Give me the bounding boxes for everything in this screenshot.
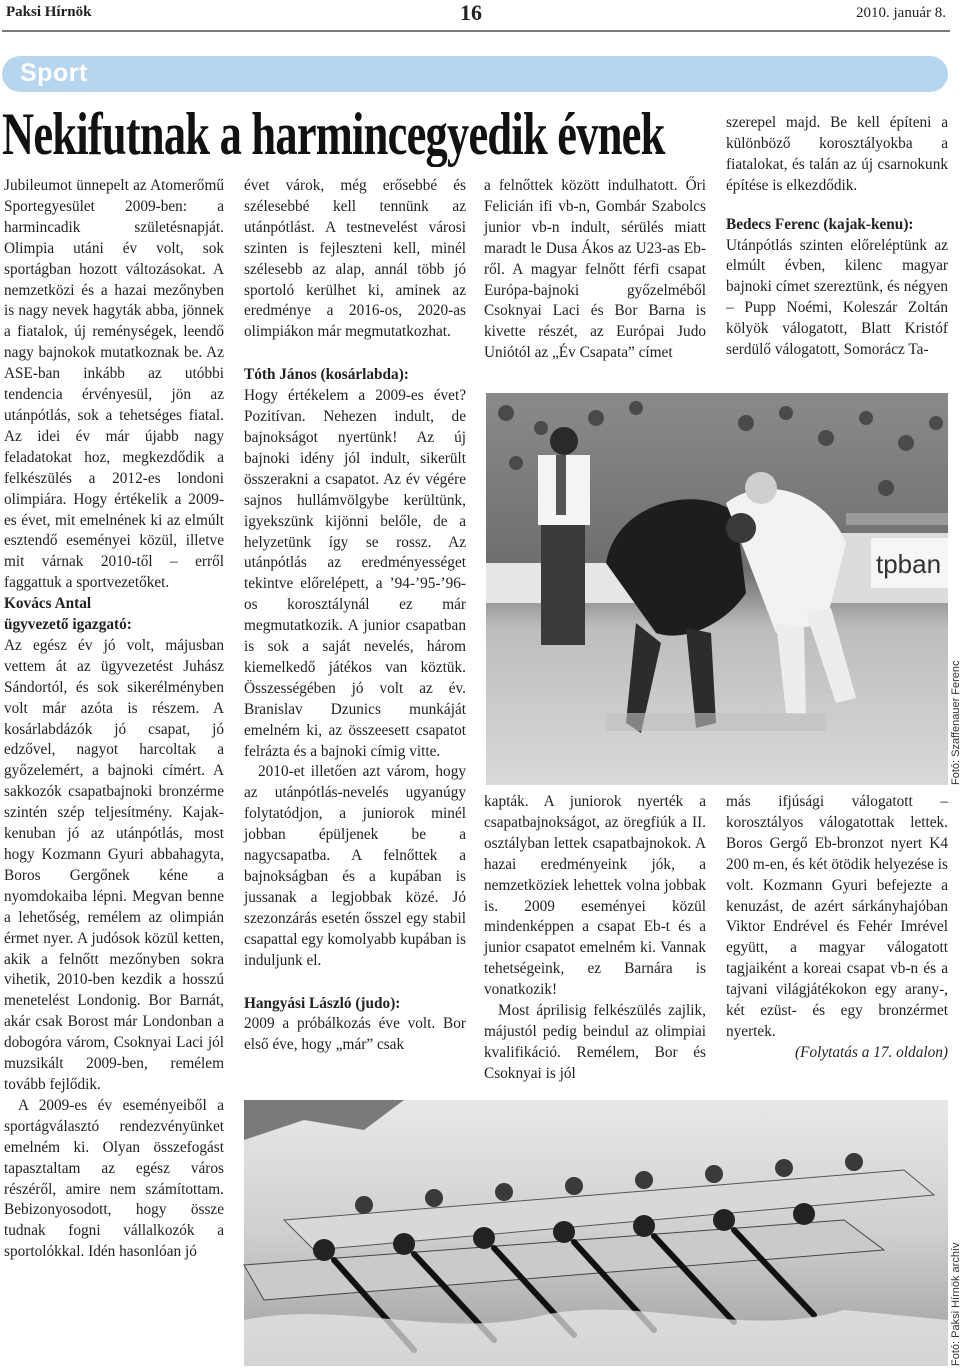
toth-paragraph-2: 2010-et illetően azt várom, hogy az utánpótlás-nevelés ugyanúgy folytatódjon, a juniorok minél jobban épüljenek be a nagycsapatba. A felnőttek a bajnokságban és a kupában is jussanak a legjobbak közé. Jó szezonzárás esetén ősszel egy stabil csapattal egy komolyabb kupában is induljunk el. <box>244 763 466 969</box>
article-headline: Nekifutnak a harmincegyedik évnek <box>2 101 665 167</box>
judo-photo <box>486 393 948 785</box>
kovacs-paragraph-2: A 2009-es év eseményeiből a sportágválasztó rendezvényünket emelném ki. Olyan összefogást tapasztaltam az egész város részéről, amire nem számítottam. Bebizonyosodott, hogy össze tudnak fogni vállalkozók a sportolókkal. Idén hasonlóan jó <box>4 1096 224 1261</box>
paper-name: Paksi Hírnök <box>6 4 92 20</box>
section-label: Sport <box>20 59 88 87</box>
column-3-top <box>484 176 706 364</box>
hangyasi-paragraph-2: kapták. A juniorok nyerték a csapatbajnokságot, az öregfiúk a II. osztályban lettek csapatbajnokok. A hazai eredményeink jók, a nemzetköziek lehettek volna jobbak is. 2009 eseményei közül mindenképpen a csapat Eb-t és a junior csapatot emelném ki. Vannak tehetségeink, ez Barnára is vonatkozik! <box>484 793 706 999</box>
intro-paragraph: Jubileumot ünnepelt az Atomerőmű Sportegyesület 2009-ben: a harmincadik születésnapját. Olimpia utáni év volt, sok sportágban hozott változásokat. A nemzetközi és a hazai mezőnyben is nagy nevek hagyták abba, jönnek a fiatalok, új reménységek, leendő nagy bajnokok mutatkoznak be. Az ASE-ban inkább az utóbbi tendencia érvényesül, jön az utánpótlás, sok a tehetséges fiatal. Az idei év már újabb nagy feladatokat hoz, megkezdődik a felkészülés a 2012-es londoni olimpiára. Hogy értékelik a 2009-es évet, mit emelnének ki az elmúlt esztendő eseményei közül, illetve mit várnak 2010-től – erről faggattuk a sportvezetőket. <box>4 177 224 592</box>
toth-heading: Tóth János (kosárlabda): <box>244 366 409 384</box>
judo-photo-image <box>486 393 948 785</box>
canoe-photo-credit: Fotó: Paksi Hírnök archív <box>950 1242 962 1366</box>
kovacs-paragraph-continued: évet várok, még erősebbé és szélesebbé kell tennünk az utánpótlást. A testnevelést városi szinten is fejleszteni kell, minél szélesebb az alap, annál több jó sportoló kerülhet ki, aminek az eredménye a 2016-os, 2020-as olimpiákon már megmutatkozhat. <box>244 177 466 341</box>
canoe-photo <box>244 1100 948 1366</box>
bedecs-paragraph-1: Utánpótlás szinten előreléptünk az elmúlt évben, kilenc magyar bajnoki címet szereztünk, és négyen – Pupp Noémi, Koleszár Zoltán kölyök válogatott, Blatt Kristóf serdülő válogatott, Somorácz Ta- <box>726 236 948 359</box>
column-4-top <box>726 113 948 361</box>
issue-date: 2010. január 8. <box>856 5 946 21</box>
bedecs-paragraph-2: más ifjúsági válogatott – korosztályos válogatottak lettek. Boros Gergő Eb-bronzot nyert K4 200 m-en, és két ötödik helyezése is volt. Kozmann Gyuri befejezte a kenuzást, de azért sárkányhajóban Viktor Endrével és Fehér Imrével együtt, a magyar válogatott tagjaiként a koreai csapat vb-n és a tajvani világjátékokon egy arany-, két ezüst- és egy bronzérmet nyertek. <box>726 793 948 1040</box>
hangyasi-paragraph-continued: a felnőttek között indulhatott. Őri Felicián ifi vb-n, Gombár Szabolcs junior vb-n indult, sérülés miatt maradt le Dusa Ákos az U23-as Eb-ről. A magyar felnőtt férfi csapat Európa-bajnoki győzelméből Csoknyai Laci és Bor Barna is kivette részét, az Európai Judo Uniótól az „Év Csapata” címet <box>484 177 706 362</box>
column-1 <box>4 176 224 1263</box>
hangyasi-heading: Hangyási László (judo): <box>244 994 401 1012</box>
column-3-bottom <box>484 792 706 1085</box>
hangyasi-paragraph-1: 2009 a próbálkozás éve volt. Bor első éve, hogy „már” csak <box>244 1015 466 1054</box>
sponsor-sign: tpban <box>876 549 942 579</box>
column-4-bottom <box>726 792 948 1064</box>
column-2 <box>244 176 466 1056</box>
interviewee-role: ügyvezető igazgató: <box>4 616 132 634</box>
kovacs-paragraph-1: Az egész év jó volt, májusban vettem át az ügyvezetést Juhász Sándortól, és sok sikerélményben volt már azóta is részem. A kosárlabdázók jó csapat, jó edzővel, nagyot harcoltak a győzelemért, a bajnoki címért. A sakkozók csapatbajnoki bronzérme szintén szép teljesítmény. Kajak-kenuban jó az utánpótlás, most hogy Kozmann Gyuri abbahagyta, Boros Gergőnek kéne a nyomdokaiba lépni. Megvan benne a lehetőség, remélem az olimpián érmet nyer. A judósok közül ketten, akik a felnőtt mezőnyben sokra vihetik, 2010-ben kezdik a hosszú menetelést Londonig. Bor Barnát, akár csak Borost már Londonban a dobogóra várom, Csoknyai Laci jól muzsikált 2009-ben, remélem tovább fejlődik. <box>4 636 224 1093</box>
hangyasi-paragraph-end: szerepel majd. Be kell építeni a különböző korosztályokba a fiatalokat, és talán az új csarnokunk építése is elkezdődik. <box>726 114 948 194</box>
judo-photo-credit: Fotó: Szaffenauer Ferenc <box>950 660 962 785</box>
hangyasi-paragraph-3: Most áprilisig felkészülés zajlik, májustól pedig beindul az olimpiai kvalifikáció. Remélem, Bor és Csoknyai is jól <box>484 1002 706 1082</box>
bedecs-heading: Bedecs Ferenc (kajak-kenu): <box>726 215 914 233</box>
section-banner <box>2 56 948 92</box>
header-rule <box>2 30 950 32</box>
continued-note: (Folytatás a 17. oldalon) <box>795 1043 948 1061</box>
canoe-photo-image <box>244 1100 948 1366</box>
page-number: 16 <box>460 0 482 25</box>
interviewee-name: Kovács Antal <box>4 595 92 613</box>
toth-paragraph-1: Hogy értékelem a 2009-es évet? Pozitívan. Nehezen indult, de bajnokságot nyertünk! Az új bajnoki idény jól indult, sikerült összerakni a csapatot. Az év végére sajnos hullámvölgybe kerültünk, igyekszünk kijönni belőle, de a helyzetünk így se rossz. Az utánpótlás az eredményességet tekintve előrelépett, a ’94-’95-’96-os korosztálynál ez már megmutatkozik. A junior csapatban is sok a saját nevelés, három kiemelkedő játékos van köztük. Összességében jó volt az év. Branislav Dzunics munkáját emelném ki, az összeesett csapatot felrázta és a bajnoki címig vitte. <box>244 387 466 760</box>
